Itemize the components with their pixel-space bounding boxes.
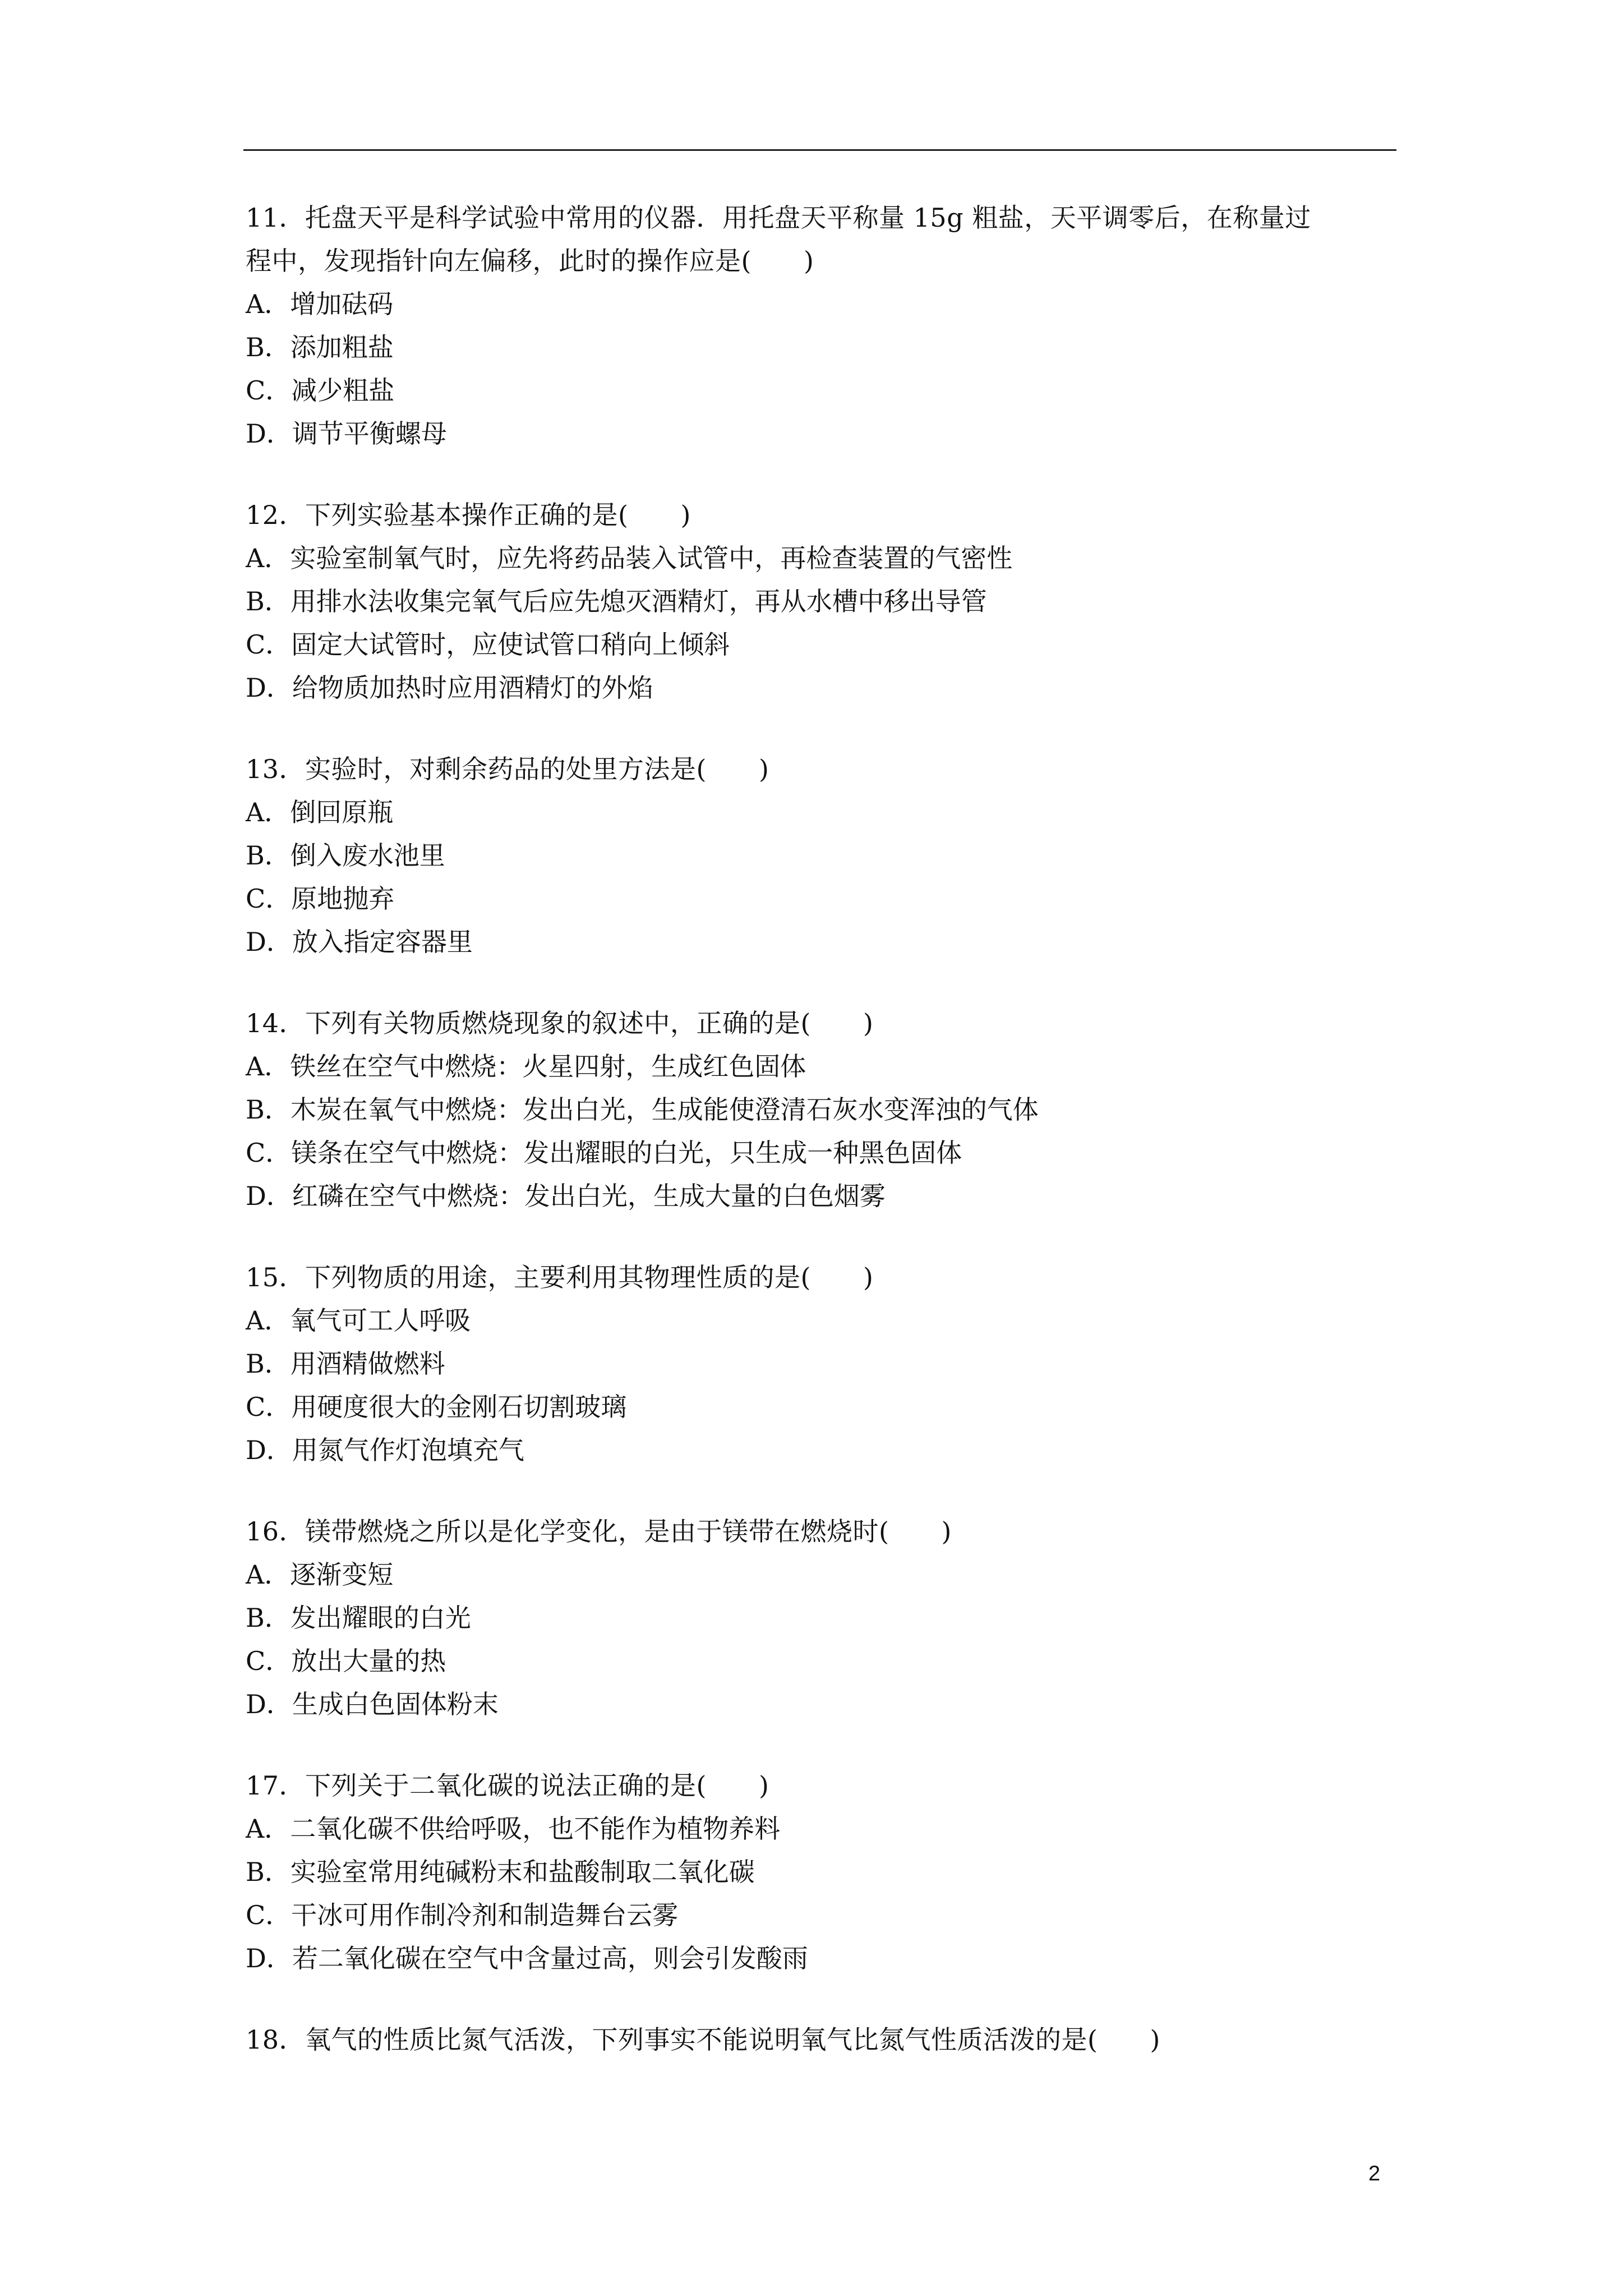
answer-option: C．放出大量的热: [246, 1646, 446, 1676]
answer-option: C．减少粗盐: [246, 375, 395, 406]
answer-option: D．生成白色固体粉末: [246, 1689, 499, 1719]
question-block: [246, 196, 1396, 455]
answer-option: C．原地抛弃: [246, 884, 395, 914]
question-stem: 12．下列实验基本操作正确的是( ): [246, 500, 691, 530]
answer-option: B．用酒精做燃料: [246, 1349, 445, 1379]
answer-option: D．放入指定容器里: [246, 927, 473, 957]
question-stem: 18．氧气的性质比氮气活泼，下列事实不能说明氧气比氮气性质活泼的是( ): [246, 2024, 1160, 2055]
answer-option: A．增加砝码: [246, 289, 394, 319]
answer-option: B．木炭在氧气中燃烧：发出白光，生成能使澄清石灰水变浑浊的气体: [246, 1094, 1039, 1125]
question-stem: 16．镁带燃烧之所以是化学变化，是由于镁带在燃烧时( ): [246, 1516, 952, 1547]
question-block: [246, 1002, 1396, 1218]
answer-option: B．用排水法收集完氧气后应先熄灭酒精灯，再从水槽中移出导管: [246, 586, 987, 616]
question-stem: 17．下列关于二氧化碳的说法正确的是( ): [246, 1770, 769, 1801]
question-block: [246, 1256, 1396, 1472]
answer-option: A．铁丝在空气中燃烧：火星四射，生成红色固体: [246, 1051, 806, 1082]
answer-option: C．干冰可用作制冷剂和制造舞台云雾: [246, 1900, 679, 1930]
answer-option: A．逐渐变短: [246, 1559, 394, 1590]
answer-option: C．镁条在空气中燃烧：发出耀眼的白光，只生成一种黑色固体: [246, 1138, 962, 1168]
answer-option: D．给物质加热时应用酒精灯的外焰: [246, 673, 653, 703]
answer-option: B．倒入废水池里: [246, 840, 445, 871]
page-number: 2: [1368, 2162, 1381, 2185]
answer-option: D．红磷在空气中燃烧：发出白光，生成大量的白色烟雾: [246, 1181, 886, 1211]
answer-option: D．调节平衡螺母: [246, 418, 447, 449]
question-stem: 15．下列物质的用途，主要利用其物理性质的是( ): [246, 1262, 874, 1292]
question-stem: 13．实验时，对剩余药品的处里方法是( ): [246, 754, 769, 784]
question-block: [246, 1510, 1396, 1726]
answer-option: A．二氧化碳不供给呼吸，也不能作为植物养料: [246, 1814, 781, 1844]
answer-option: A．氧气可工人呼吸: [246, 1305, 471, 1336]
answer-option: A．实验室制氧气时，应先将药品装入试管中，再检查装置的气密性: [246, 543, 1013, 573]
question-stem: 程中，发现指针向左偏移，此时的操作应是( ): [246, 246, 814, 276]
header-rule: [243, 149, 1396, 151]
answer-option: D．用氮气作灯泡填充气: [246, 1435, 524, 1465]
answer-option: A．倒回原瓶: [246, 797, 394, 827]
question-block: [246, 1764, 1396, 1980]
answer-option: C．固定大试管时，应使试管口稍向上倾斜: [246, 629, 730, 660]
answer-option: B．发出耀眼的白光: [246, 1603, 471, 1633]
question-block: [246, 2018, 1396, 2062]
answer-option: B．添加粗盐: [246, 332, 394, 362]
question-block: [246, 748, 1396, 964]
question-list: [246, 196, 1396, 2100]
question-stem: 11．托盘天平是科学试验中常用的仪器．用托盘天平称量 15g 粗盐，天平调零后，在称量过: [246, 203, 1311, 233]
question-stem: 14．下列有关物质燃烧现象的叙述中，正确的是( ): [246, 1008, 874, 1038]
answer-option: D．若二氧化碳在空气中含量过高，则会引发酸雨: [246, 1943, 808, 1973]
question-block: [246, 494, 1396, 710]
answer-option: B．实验室常用纯碱粉末和盐酸制取二氧化碳: [246, 1857, 755, 1887]
answer-option: C．用硬度很大的金刚石切割玻璃: [246, 1392, 627, 1422]
